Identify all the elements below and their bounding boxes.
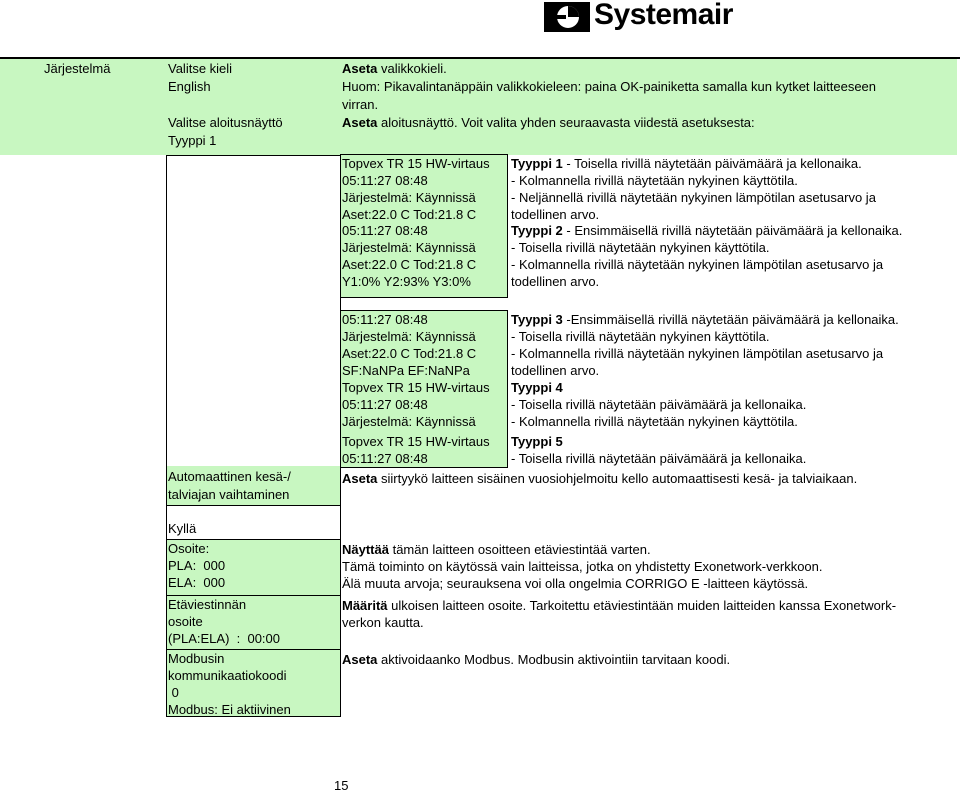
screen-t1-line-1: Topvex TR 15 HW-virtaus bbox=[342, 156, 490, 171]
modbus-status[interactable]: Modbus: Ei aktiivinen bbox=[168, 702, 291, 717]
menu-item-startup-value[interactable]: Tyyppi 1 bbox=[168, 133, 217, 148]
remote-desc-2: verkon kautta. bbox=[342, 615, 424, 630]
address-block bbox=[168, 540, 225, 591]
startup-desc: aloitusnäyttö. Voit valita yhden seuraavasta viidestä asetuksesta: bbox=[377, 115, 755, 130]
lang-desc-0-bold: Aseta bbox=[342, 61, 378, 76]
type-4-line-2: - Toisella rivillä näytetään päivämäärä ja kellonaika. bbox=[511, 397, 807, 412]
type-3-line-1: -Ensimmäisellä rivillä näytetään päivämäärä ja kellonaika. bbox=[562, 312, 899, 327]
page-number: 15 bbox=[334, 778, 349, 793]
type-1-line-1: - Toisella rivillä näytetään päivämäärä ja kellonaika. bbox=[562, 156, 862, 171]
modbus-desc-bold: Aseta bbox=[342, 652, 378, 667]
startup-description bbox=[342, 114, 755, 132]
type-5-line-2: - Toisella rivillä näytetään päivämäärä ja kellonaika. bbox=[511, 451, 807, 466]
type-2-line-3: - Kolmannella rivillä näytetään nykyinen lämpötilan asetusarvo ja bbox=[511, 257, 884, 272]
address-description bbox=[342, 541, 823, 592]
lang-desc-2: virran. bbox=[342, 97, 379, 112]
remote-line-3[interactable]: (PLA:ELA) : 00:00 bbox=[168, 631, 281, 646]
screen-t4-line-2: 05:11:27 08:48 bbox=[342, 397, 428, 412]
screen-t5-line-1: Topvex TR 15 HW-virtaus bbox=[342, 434, 490, 449]
modbus-line-1: Modbusin bbox=[168, 651, 225, 666]
remote-desc-bold: Määritä bbox=[342, 598, 388, 613]
screen-t1-line-2: 05:11:27 08:48 bbox=[342, 173, 428, 188]
screen-t2-line-1: 05:11:27 08:48 bbox=[342, 223, 428, 238]
type-4-title: Tyyppi 4 bbox=[511, 380, 563, 395]
type-2-line-4: todellinen arvo. bbox=[511, 274, 600, 289]
modbus-description bbox=[342, 651, 730, 668]
screen-t2-line-3: Aset:22.0 C Tod:21.8 C bbox=[342, 257, 477, 272]
screen-t3-line-3: Aset:22.0 C Tod:21.8 C bbox=[342, 346, 477, 361]
menu-item-language[interactable]: Valitse kieli bbox=[168, 61, 233, 76]
type-2-line-2: - Toisella rivillä näytetään nykyinen käyttötila. bbox=[511, 240, 770, 255]
auto-switch-desc-bold: Aseta bbox=[342, 471, 378, 486]
type-1-title: Tyyppi 1 bbox=[511, 156, 563, 171]
type-1-line-3: - Neljännellä rivillä näytetään nykyinen lämpötilan asetusarvo ja bbox=[511, 190, 876, 205]
type-1-line-2: - Kolmannella rivillä näytetään nykyinen käyttötila. bbox=[511, 173, 798, 188]
remote-description bbox=[342, 597, 896, 631]
auto-switch-line-2[interactable]: talviajan vaihtaminen bbox=[168, 487, 290, 502]
type-2-line-1: - Ensimmäisellä rivillä näytetään päivämäärä ja kellonaika. bbox=[562, 223, 903, 238]
type-3-description bbox=[511, 311, 899, 379]
screen-t1-line-4: Aset:22.0 C Tod:21.8 C bbox=[342, 207, 477, 222]
modbus-code[interactable]: 0 bbox=[168, 685, 179, 700]
systemair-logo-icon bbox=[544, 2, 590, 32]
screen-t4-line-3: Järjestelmä: Käynnissä bbox=[342, 414, 476, 429]
auto-switch-desc: siirtyykö laitteen sisäinen vuosiohjelmoitu kello automaattisesti kesä- ja talviaikaan. bbox=[377, 471, 858, 486]
modbus-desc: aktivoidaanko Modbus. Modbusin aktivointiin tarvitaan koodi. bbox=[377, 652, 731, 667]
screen-t3-line-2: Järjestelmä: Käynnissä bbox=[342, 329, 476, 344]
type-3-title: Tyyppi 3 bbox=[511, 312, 563, 327]
address-desc-bold: Näyttää bbox=[342, 542, 389, 557]
menu-items bbox=[168, 60, 283, 150]
auto-switch-label bbox=[168, 468, 291, 504]
screen-type-3 bbox=[342, 311, 476, 379]
auto-switch-value[interactable]: Kyllä bbox=[168, 521, 197, 536]
screen-t5-line-2: 05:11:27 08:48 bbox=[342, 451, 428, 466]
type-5-description bbox=[511, 433, 806, 467]
type-2-description bbox=[511, 222, 902, 290]
language-description bbox=[342, 60, 876, 114]
screen-t4-line-1: Topvex TR 15 HW-virtaus bbox=[342, 380, 490, 395]
modbus-block bbox=[168, 650, 291, 718]
type-5-title: Tyyppi 5 bbox=[511, 434, 563, 449]
remote-desc-1: ulkoisen laitteen osoite. Tarkoitettu etäviestintään muiden laitteiden kanssa Exonetwork- bbox=[387, 598, 897, 613]
type-2-title: Tyyppi 2 bbox=[511, 223, 563, 238]
menu-item-startup[interactable]: Valitse aloitusnäyttö bbox=[168, 115, 283, 130]
screen-t3-line-1: 05:11:27 08:48 bbox=[342, 312, 428, 327]
type-4-line-3: - Kolmannella rivillä näytetään nykyinen käyttötila. bbox=[511, 414, 798, 429]
type-1-description bbox=[511, 155, 876, 223]
auto-switch-line-1[interactable]: Automaattinen kesä-/ bbox=[168, 469, 291, 484]
address-desc-1: tämän laitteen osoitteen etäviestintää varten. bbox=[388, 542, 651, 557]
logo-text: Systemair bbox=[594, 0, 733, 31]
menu-item-language-value[interactable]: English bbox=[168, 79, 211, 94]
screen-type-2 bbox=[342, 222, 476, 290]
screen-type-5 bbox=[342, 433, 490, 467]
type-3-line-4: todellinen arvo. bbox=[511, 363, 600, 378]
menu-label: Järjestelmä bbox=[44, 61, 111, 76]
screen-t3-line-4: SF:NaNPa EF:NaNPa bbox=[342, 363, 470, 378]
screen-type-1 bbox=[342, 155, 490, 223]
lang-desc-0: valikkokieli. bbox=[377, 61, 447, 76]
auto-switch-description bbox=[342, 470, 857, 488]
type-3-line-3: - Kolmannella rivillä näytetään nykyinen lämpötilan asetusarvo ja bbox=[511, 346, 884, 361]
address-desc-3: Älä muuta arvoja; seurauksena voi olla ongelmia CORRIGO E -laitteen käytössä. bbox=[342, 576, 809, 591]
lang-desc-1: Huom: Pikavalintanäppäin valikkokieleen: paina OK-painiketta samalla kun kytket laitteeseen bbox=[342, 79, 877, 94]
remote-block bbox=[168, 596, 280, 647]
screen-t2-line-2: Järjestelmä: Käynnissä bbox=[342, 240, 476, 255]
address-pla: PLA: 000 bbox=[168, 558, 226, 573]
modbus-line-2: kommunikaatiokoodi bbox=[168, 668, 287, 683]
type-1-line-4: todellinen arvo. bbox=[511, 207, 600, 222]
type-4-description bbox=[511, 379, 806, 430]
systemair-logo bbox=[544, 0, 733, 36]
startup-desc-bold: Aseta bbox=[342, 115, 378, 130]
address-line-1: Osoite: bbox=[168, 541, 210, 556]
screen-t2-line-4: Y1:0% Y2:93% Y3:0% bbox=[342, 274, 471, 289]
screen-t1-line-3: Järjestelmä: Käynnissä bbox=[342, 190, 476, 205]
type-3-line-2: - Toisella rivillä näytetään nykyinen käyttötila. bbox=[511, 329, 770, 344]
screen-type-4 bbox=[342, 379, 490, 430]
address-desc-2: Tämä toiminto on käytössä vain laitteissa, jotka on yhdistetty Exonetwork-verkkoon. bbox=[342, 559, 823, 574]
remote-line-2: osoite bbox=[168, 614, 203, 629]
remote-line-1: Etäviestinnän bbox=[168, 597, 247, 612]
address-ela: ELA: 000 bbox=[168, 575, 226, 590]
